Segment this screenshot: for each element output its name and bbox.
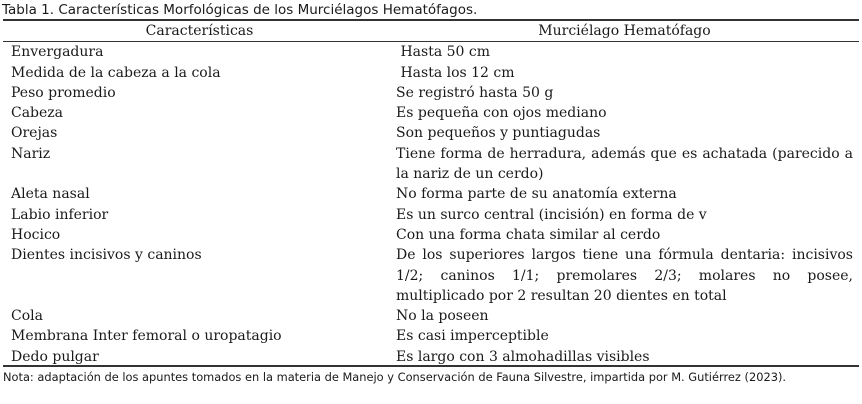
feature-cell: Cola xyxy=(11,308,43,325)
table-caption: Tabla 1. Características Morfológicas de los Murciélagos Hematófagos. xyxy=(2,2,478,18)
table-row xyxy=(3,144,853,185)
table-row xyxy=(3,83,853,103)
value-cell: Hasta los 12 cm xyxy=(396,64,515,81)
feature-cell: Dientes incisivos y caninos xyxy=(11,247,202,264)
table-header-row xyxy=(3,21,853,41)
value-cell: Es casi imperceptible xyxy=(396,328,549,345)
feature-cell: Cabeza xyxy=(11,105,64,122)
feature-cell: Aleta nasal xyxy=(11,186,90,203)
value-cell: Es pequeña con ojos mediano xyxy=(396,105,607,122)
table-row xyxy=(3,123,853,143)
value-cell: Hasta 50 cm xyxy=(396,44,490,61)
value-cell: De los superiores largos tiene una fórmula dentaria: incisivos 1/2; caninos 1/1; premolares 2/3; molares no posee, multiplicado por 2 resultan 20 dientes en total xyxy=(396,247,853,304)
feature-cell: Membrana Inter femoral o uropatagio xyxy=(11,328,282,345)
table-row xyxy=(3,63,853,83)
column-header-features: Características xyxy=(145,23,254,39)
value-cell: Con una forma chata similar al cerdo xyxy=(396,226,661,243)
table-row xyxy=(3,42,853,62)
value-cell: Es largo con 3 almohadillas visibles xyxy=(396,348,650,365)
column-header-bat: Murciélago Hematófago xyxy=(538,23,711,39)
feature-cell: Peso promedio xyxy=(11,84,116,101)
table-row xyxy=(3,306,853,326)
feature-cell: Dedo pulgar xyxy=(11,348,99,365)
feature-cell: Nariz xyxy=(11,145,51,162)
feature-cell: Orejas xyxy=(11,125,58,142)
table-row xyxy=(3,347,853,367)
table-bottom-rule xyxy=(3,365,859,367)
feature-cell: Envergadura xyxy=(11,44,104,61)
table-row xyxy=(3,245,853,306)
feature-cell: Labio inferior xyxy=(11,206,109,223)
value-cell: Son pequeños y puntiagudas xyxy=(396,125,601,142)
value-cell: Se registró hasta 50 g xyxy=(396,84,554,101)
table-row xyxy=(3,205,853,225)
value-cell: No forma parte de su anatomía externa xyxy=(396,186,677,203)
table-row xyxy=(3,225,853,245)
feature-cell: Medida de la cabeza a la cola xyxy=(11,64,221,81)
feature-cell: Hocico xyxy=(11,226,61,243)
value-cell: Tiene forma de herradura, además que es achatada (parecido a la nariz de un cerdo) xyxy=(396,145,853,183)
morphology-table xyxy=(3,21,853,367)
table-row xyxy=(3,184,853,204)
value-cell: No la poseen xyxy=(396,308,489,325)
table-row xyxy=(3,326,853,346)
table-row xyxy=(3,103,853,123)
table-note: Nota: adaptación de los apuntes tomados en la materia de Manejo y Conservación de Fauna Silvestre, impartida por M. Gutiérrez (2023). xyxy=(3,370,787,384)
table-header-rule xyxy=(3,41,859,42)
value-cell: Es un surco central (incisión) en forma de v xyxy=(396,206,707,223)
